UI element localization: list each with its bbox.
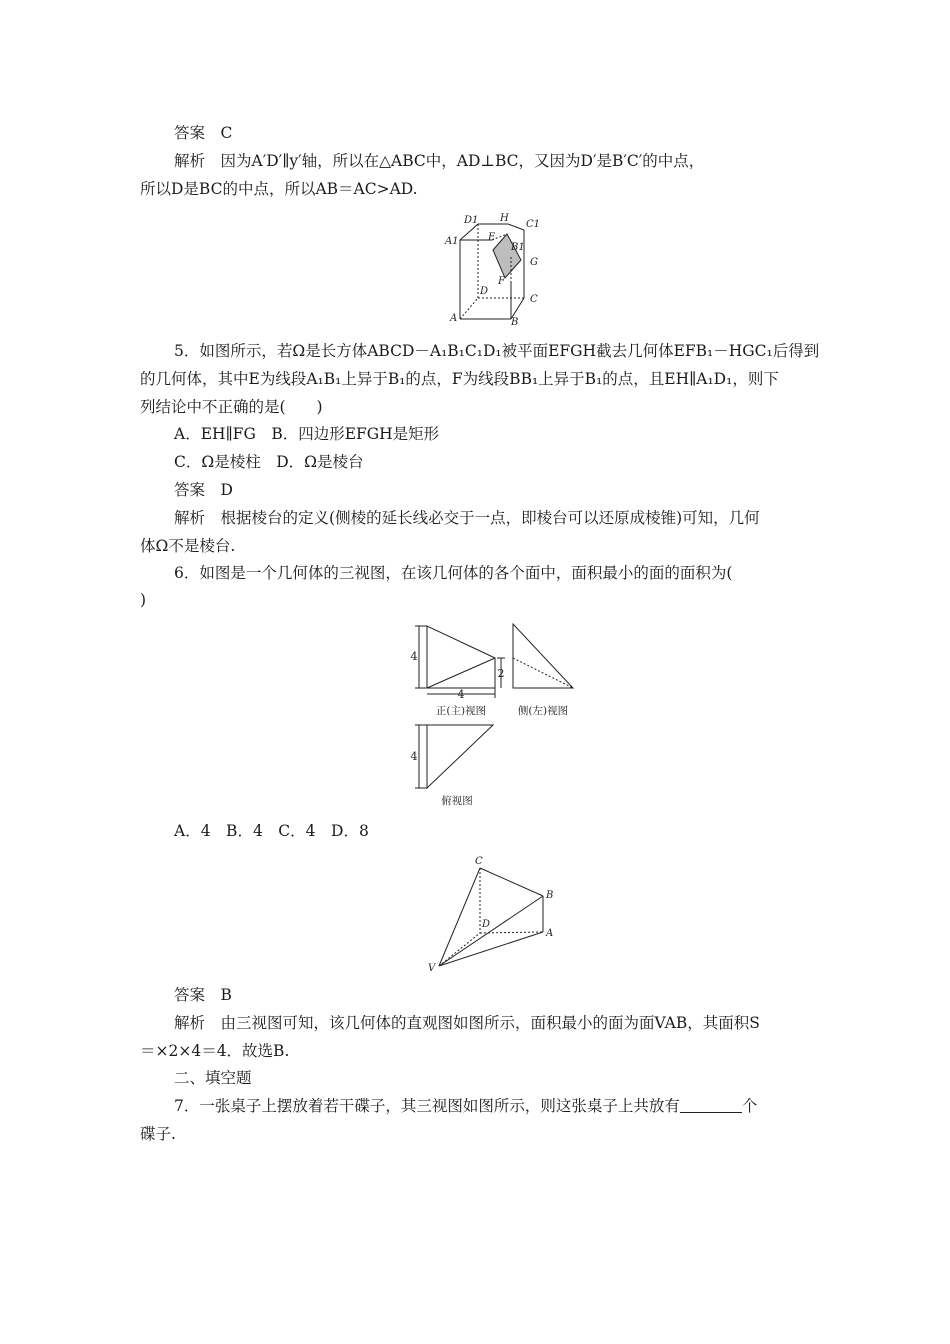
front-view-label: 正(主)视图 — [435, 705, 487, 717]
answer-label: 答案 — [174, 124, 206, 142]
q5-analysis-line-1 — [140, 508, 854, 528]
side-view-label: 侧(左)视图 — [517, 705, 569, 717]
label-G: G — [530, 257, 538, 268]
q5-analysis-line-2: 体Ω不是棱台. — [140, 537, 236, 555]
answer-value: D — [220, 481, 233, 499]
label-A: A — [450, 313, 458, 324]
label-B1: B1 — [511, 242, 525, 253]
q7-stem-line-2: 碟子. — [140, 1125, 176, 1143]
top-view-label: 俯视图 — [441, 795, 473, 807]
label-C: C — [475, 856, 483, 867]
q4-answer-line — [140, 123, 854, 143]
q6-analysis-line-2: ＝×2×4＝4．故选B. — [140, 1042, 290, 1060]
dim-top-height: 4 — [410, 750, 418, 763]
label-D: D — [482, 919, 491, 930]
label-E: E — [488, 232, 496, 243]
label-B: B — [546, 890, 554, 901]
q4-analysis-line-1 — [140, 151, 854, 171]
q5-options-line-1: A．EH∥FG B．四边形EFGH是矩形 — [174, 425, 440, 443]
label-D1: D1 — [464, 215, 479, 226]
label-H: H — [500, 213, 509, 224]
answer-value: B — [220, 986, 232, 1004]
label-C: C — [530, 294, 538, 305]
label-A: A — [546, 928, 554, 939]
answer-label: 答案 — [174, 986, 206, 1004]
q6-stem-line-1: 6．如图是一个几何体的三视图，在该几何体的各个面中，面积最小的面的面积为( — [174, 564, 733, 582]
q6-stem-line-2: ) — [140, 591, 147, 609]
q5-options-line-2: C．Ω是棱柱 D．Ω是棱台 — [174, 453, 364, 471]
analysis-text: 因为A′D′∥y′轴，所以在△ABC中，AD⊥BC，又因为D′是B′C′的中点， — [220, 152, 705, 170]
answer-value: C — [220, 124, 233, 142]
label-V: V — [428, 963, 436, 974]
q4-analysis-line-2: 所以D是BC的中点，所以AB＝AC>AD. — [140, 180, 418, 198]
q6-analysis-line-1 — [140, 1013, 854, 1033]
q5-stem-line-1: 5．如图所示，若Ω是长方体ABCD－A₁B₁C₁D₁被平面EFGH截去几何体EFB₁－HGC₁后得到 — [174, 342, 820, 360]
answer-label: 答案 — [174, 481, 206, 499]
dim-front-height: 4 — [410, 650, 418, 663]
section-heading: 二、填空题 — [174, 1069, 252, 1087]
label-F: F — [498, 276, 505, 287]
three-view-figure — [405, 618, 590, 813]
dim-front-width: 4 — [457, 688, 465, 701]
pyramid-figure — [425, 850, 565, 975]
label-A1: A1 — [445, 236, 459, 247]
q7-stem-after: 个 — [741, 1097, 758, 1115]
q6-options-line: A．4 B．4 C．4 D．8 — [174, 822, 369, 840]
q7-stem-line-1 — [140, 1096, 854, 1116]
label-C1: C1 — [526, 219, 541, 230]
analysis-text: 由三视图可知，该几何体的直观图如图所示，面积最小的面为面VAB，其面积S — [220, 1014, 760, 1032]
label-B: B — [511, 317, 519, 328]
q6-answer-line — [140, 985, 854, 1005]
dim-front-small: 2 — [497, 667, 505, 680]
analysis-label: 解析 — [174, 152, 206, 170]
q5-answer-line — [140, 480, 854, 500]
analysis-label: 解析 — [174, 509, 206, 527]
label-D: D — [480, 286, 489, 297]
analysis-label: 解析 — [174, 1014, 206, 1032]
analysis-text: 根据棱台的定义(侧棱的延长线必交于一点，即棱台可以还原成棱锥)可知，几何 — [220, 509, 760, 527]
q5-stem-line-2: 的几何体，其中E为线段A₁B₁上异于B₁的点，F为线段BB₁上异于B₁的点，且EH∥A₁D₁，则下 — [140, 370, 779, 388]
cuboid-figure — [440, 210, 550, 330]
q7-stem-before: 7．一张桌子上摆放着若干碟子，其三视图如图所示，则这张桌子上共放有 — [174, 1097, 680, 1115]
q5-stem-line-3: 列结论中不正确的是( ) — [140, 398, 323, 416]
answer-blank — [680, 1098, 742, 1113]
